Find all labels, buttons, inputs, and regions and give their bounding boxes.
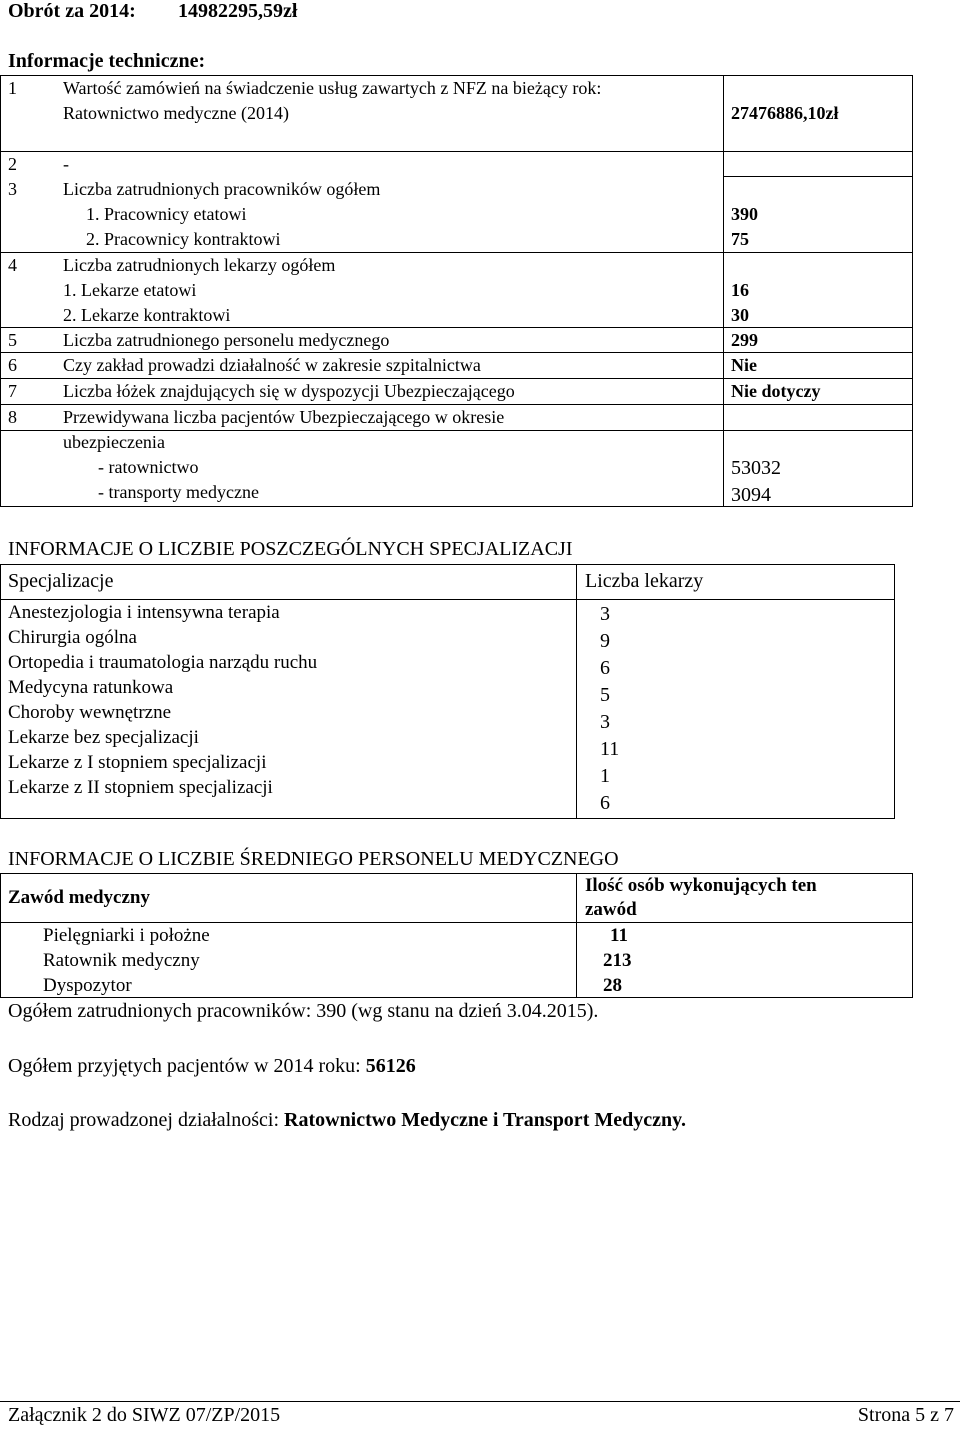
footer-attachment: Załącznik 2 do SIWZ 07/ZP/2015 — [8, 1404, 281, 1426]
footer-page-number: Strona 5 z 7 — [857, 1404, 954, 1426]
row-8-value-2: 3094 — [731, 484, 771, 506]
summary-activity — [8, 1109, 686, 1132]
row-6-text: Czy zakład prowadzi działalność w zakresie szpitalnictwa — [63, 355, 481, 375]
row-6-number: 6 — [8, 355, 17, 375]
row-3-value-2: 75 — [731, 229, 749, 249]
summary-patients-label: Ogółem przyjętych pacjentów w 2014 roku: — [8, 1055, 366, 1077]
spec-count: 11 — [600, 738, 620, 760]
row-5-value: 299 — [731, 330, 758, 350]
row-4-value-2: 30 — [731, 305, 749, 325]
row-4-text-line2: 1. Lekarze etatowi — [63, 280, 197, 300]
row-6-value: Nie — [731, 355, 757, 375]
row-2-number: 2 — [8, 154, 17, 174]
summary-activity-label: Rodzaj prowadzonej działalności: — [8, 1109, 285, 1131]
row-3-text-line2: 1. Pracownicy etatowi — [86, 204, 247, 224]
row-8-text-line2: ubezpieczenia — [63, 432, 165, 452]
staff-count: 28 — [603, 975, 622, 996]
spec-name: Choroby wewnętrzne — [8, 702, 172, 723]
staff-col-count-line2: zawód — [585, 899, 637, 920]
row-1-text-line2: Ratownictwo medyczne (2014) — [63, 103, 289, 123]
spec-count: 6 — [600, 657, 610, 679]
spec-name: Ortopedia i traumatologia narządu ruchu — [8, 652, 318, 673]
row-3-number: 3 — [8, 179, 17, 199]
tech-title: Informacje techniczne: — [8, 50, 206, 72]
spec-col-doctor-count: Liczba lekarzy — [585, 570, 704, 592]
row-4-text-line3: 2. Lekarze kontraktowi — [63, 305, 231, 325]
row-3-text-line1: Liczba zatrudnionych pracowników ogółem — [63, 179, 381, 199]
spec-count: 3 — [600, 711, 610, 733]
row-3-value-1: 390 — [731, 204, 758, 224]
turnover-value: 14982295,59zł — [178, 0, 298, 22]
staff-col-count-line1: Ilość osób wykonujących ten — [585, 875, 817, 896]
row-8-text-line4: - transporty medyczne — [98, 482, 259, 502]
row-4-value-1: 16 — [731, 280, 749, 300]
spec-count: 1 — [600, 765, 610, 787]
staff-name: Ratownik medyczny — [43, 950, 200, 971]
row-4-number: 4 — [8, 255, 17, 275]
row-3-text-line3: 2. Pracownicy kontraktowi — [86, 229, 281, 249]
summary-employees: Ogółem zatrudnionych pracowników: 390 (wg stanu na dzień 3.04.2015). — [8, 1000, 599, 1022]
spec-count: 3 — [600, 603, 610, 625]
spec-name: Anestezjologia i intensywna terapia — [8, 602, 280, 623]
row-1-number: 1 — [8, 78, 17, 98]
staff-count: 11 — [610, 925, 628, 946]
row-7-value: Nie dotyczy — [731, 381, 821, 401]
summary-activity-value: Ratownictwo Medyczne i Transport Medyczny. — [284, 1109, 686, 1131]
row-1-text-line1: Wartość zamówień na świadczenie usług zawartych z NFZ na bieżący rok: — [63, 78, 602, 98]
spec-name: Chirurgia ogólna — [8, 627, 137, 648]
row-5-number: 5 — [8, 330, 17, 350]
spec-count: 5 — [600, 684, 610, 706]
spec-name: Medycyna ratunkowa — [8, 677, 174, 698]
staff-col-profession: Zawód medyczny — [8, 887, 150, 908]
row-7-number: 7 — [8, 381, 17, 401]
turnover-label: Obrót za 2014: — [8, 0, 136, 22]
spec-title: INFORMACJE O LICZBIE POSZCZEGÓLNYCH SPECJALIZACJI — [8, 538, 573, 560]
staff-name: Dyspozytor — [43, 975, 132, 996]
summary-patients — [8, 1055, 416, 1078]
spec-name: Lekarze z II stopniem specjalizacji — [8, 777, 273, 798]
row-1-value: 27476886,10zł — [731, 103, 839, 123]
row-8-text-line3: - ratownictwo — [98, 457, 199, 477]
row-8-text-line1: Przewidywana liczba pacjentów Ubezpieczającego w okresie — [63, 407, 505, 427]
spec-count: 9 — [600, 630, 610, 652]
row-4-text-line1: Liczba zatrudnionych lekarzy ogółem — [63, 255, 336, 275]
row-8-number: 8 — [8, 407, 17, 427]
spec-col-specialization: Specjalizacje — [8, 570, 114, 592]
staff-name: Pielęgniarki i położne — [43, 925, 210, 946]
staff-title: INFORMACJE O LICZBIE ŚREDNIEGO PERSONELU MEDYCZNEGO — [8, 848, 619, 870]
spec-name: Lekarze bez specjalizacji — [8, 727, 199, 748]
row-8-value-1: 53032 — [731, 457, 781, 479]
row-7-text: Liczba łóżek znajdujących się w dyspozycji Ubezpieczającego — [63, 381, 515, 401]
spec-name: Lekarze z I stopniem specjalizacji — [8, 752, 267, 773]
spec-count: 6 — [600, 792, 610, 814]
summary-patients-value: 56126 — [365, 1055, 416, 1077]
staff-count: 213 — [603, 950, 632, 971]
row-5-text: Liczba zatrudnionego personelu medycznego — [63, 330, 390, 350]
row-2-text: - — [63, 154, 69, 174]
